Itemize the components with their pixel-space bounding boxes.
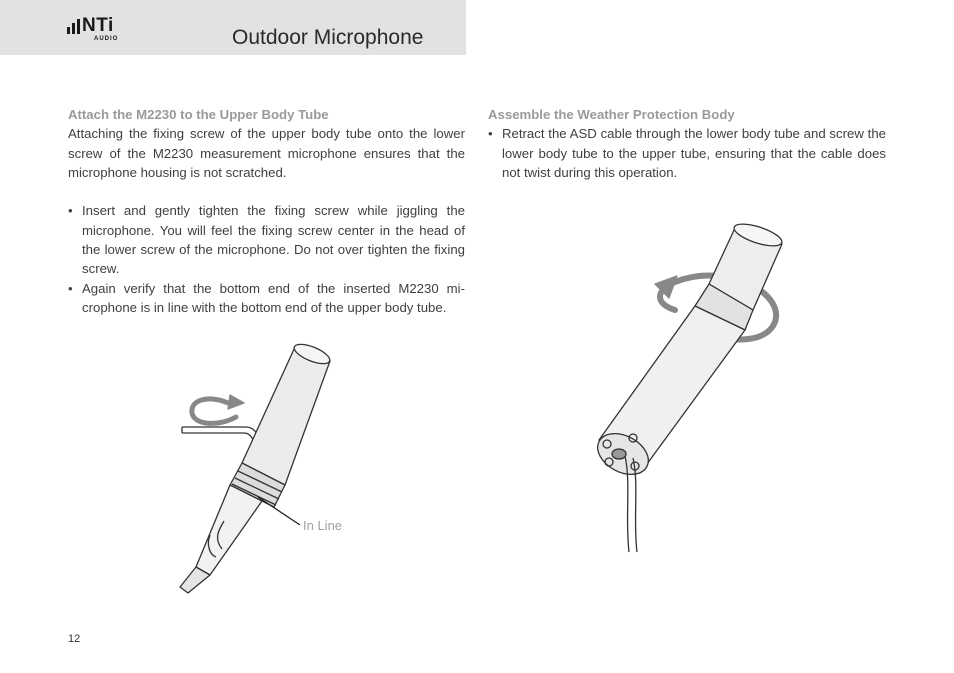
section-heading-assemble: Assemble the Weather Protection Body (488, 107, 735, 122)
page-title: Outdoor Microphone (232, 26, 424, 50)
bullet-dot: • (68, 280, 73, 296)
microphone-fixing-screw-illustration (170, 335, 350, 600)
page-number: 12 (68, 633, 81, 645)
left-column (68, 105, 465, 317)
section-heading-attach: Attach the M2230 to the Upper Body Tube (68, 107, 329, 122)
list-item (68, 201, 465, 278)
list-item (488, 124, 886, 182)
logo-subtext: AUDIO (94, 36, 119, 42)
weather-protection-body-illustration (585, 222, 785, 557)
bullet-text: Retract the ASD cable through the lower body tube and screw the lower body tube to the upper tube, ensuring that the cable does not twist during this operation. (502, 126, 886, 180)
bullet-text: Insert and gently tighten the fixing screw while jiggling the microphone. You will feel the fixing screw center in the head of the lower screw of the microphone. Do not over tighten the fixing screw. (82, 203, 465, 277)
bullet-dot: • (68, 203, 73, 219)
list-item (68, 279, 465, 318)
intro-paragraph: Attaching the fixing screw of the upper body tube onto the lower screw of the M2230 measurement microphone ensures that the microphone housing is not scratched. (68, 126, 465, 180)
signal-bars-icon (66, 19, 82, 35)
right-column (488, 105, 886, 182)
bullet-text: Again verify that the bottom end of the inserted M2230 mi-crophone is in line with the bottom end of the upper body tube. (82, 280, 465, 315)
in-line-callout: In Line (303, 518, 343, 533)
logo-wordmark: NTi (82, 15, 114, 36)
nti-audio-logo (66, 15, 128, 45)
bullet-dot: • (488, 126, 493, 142)
